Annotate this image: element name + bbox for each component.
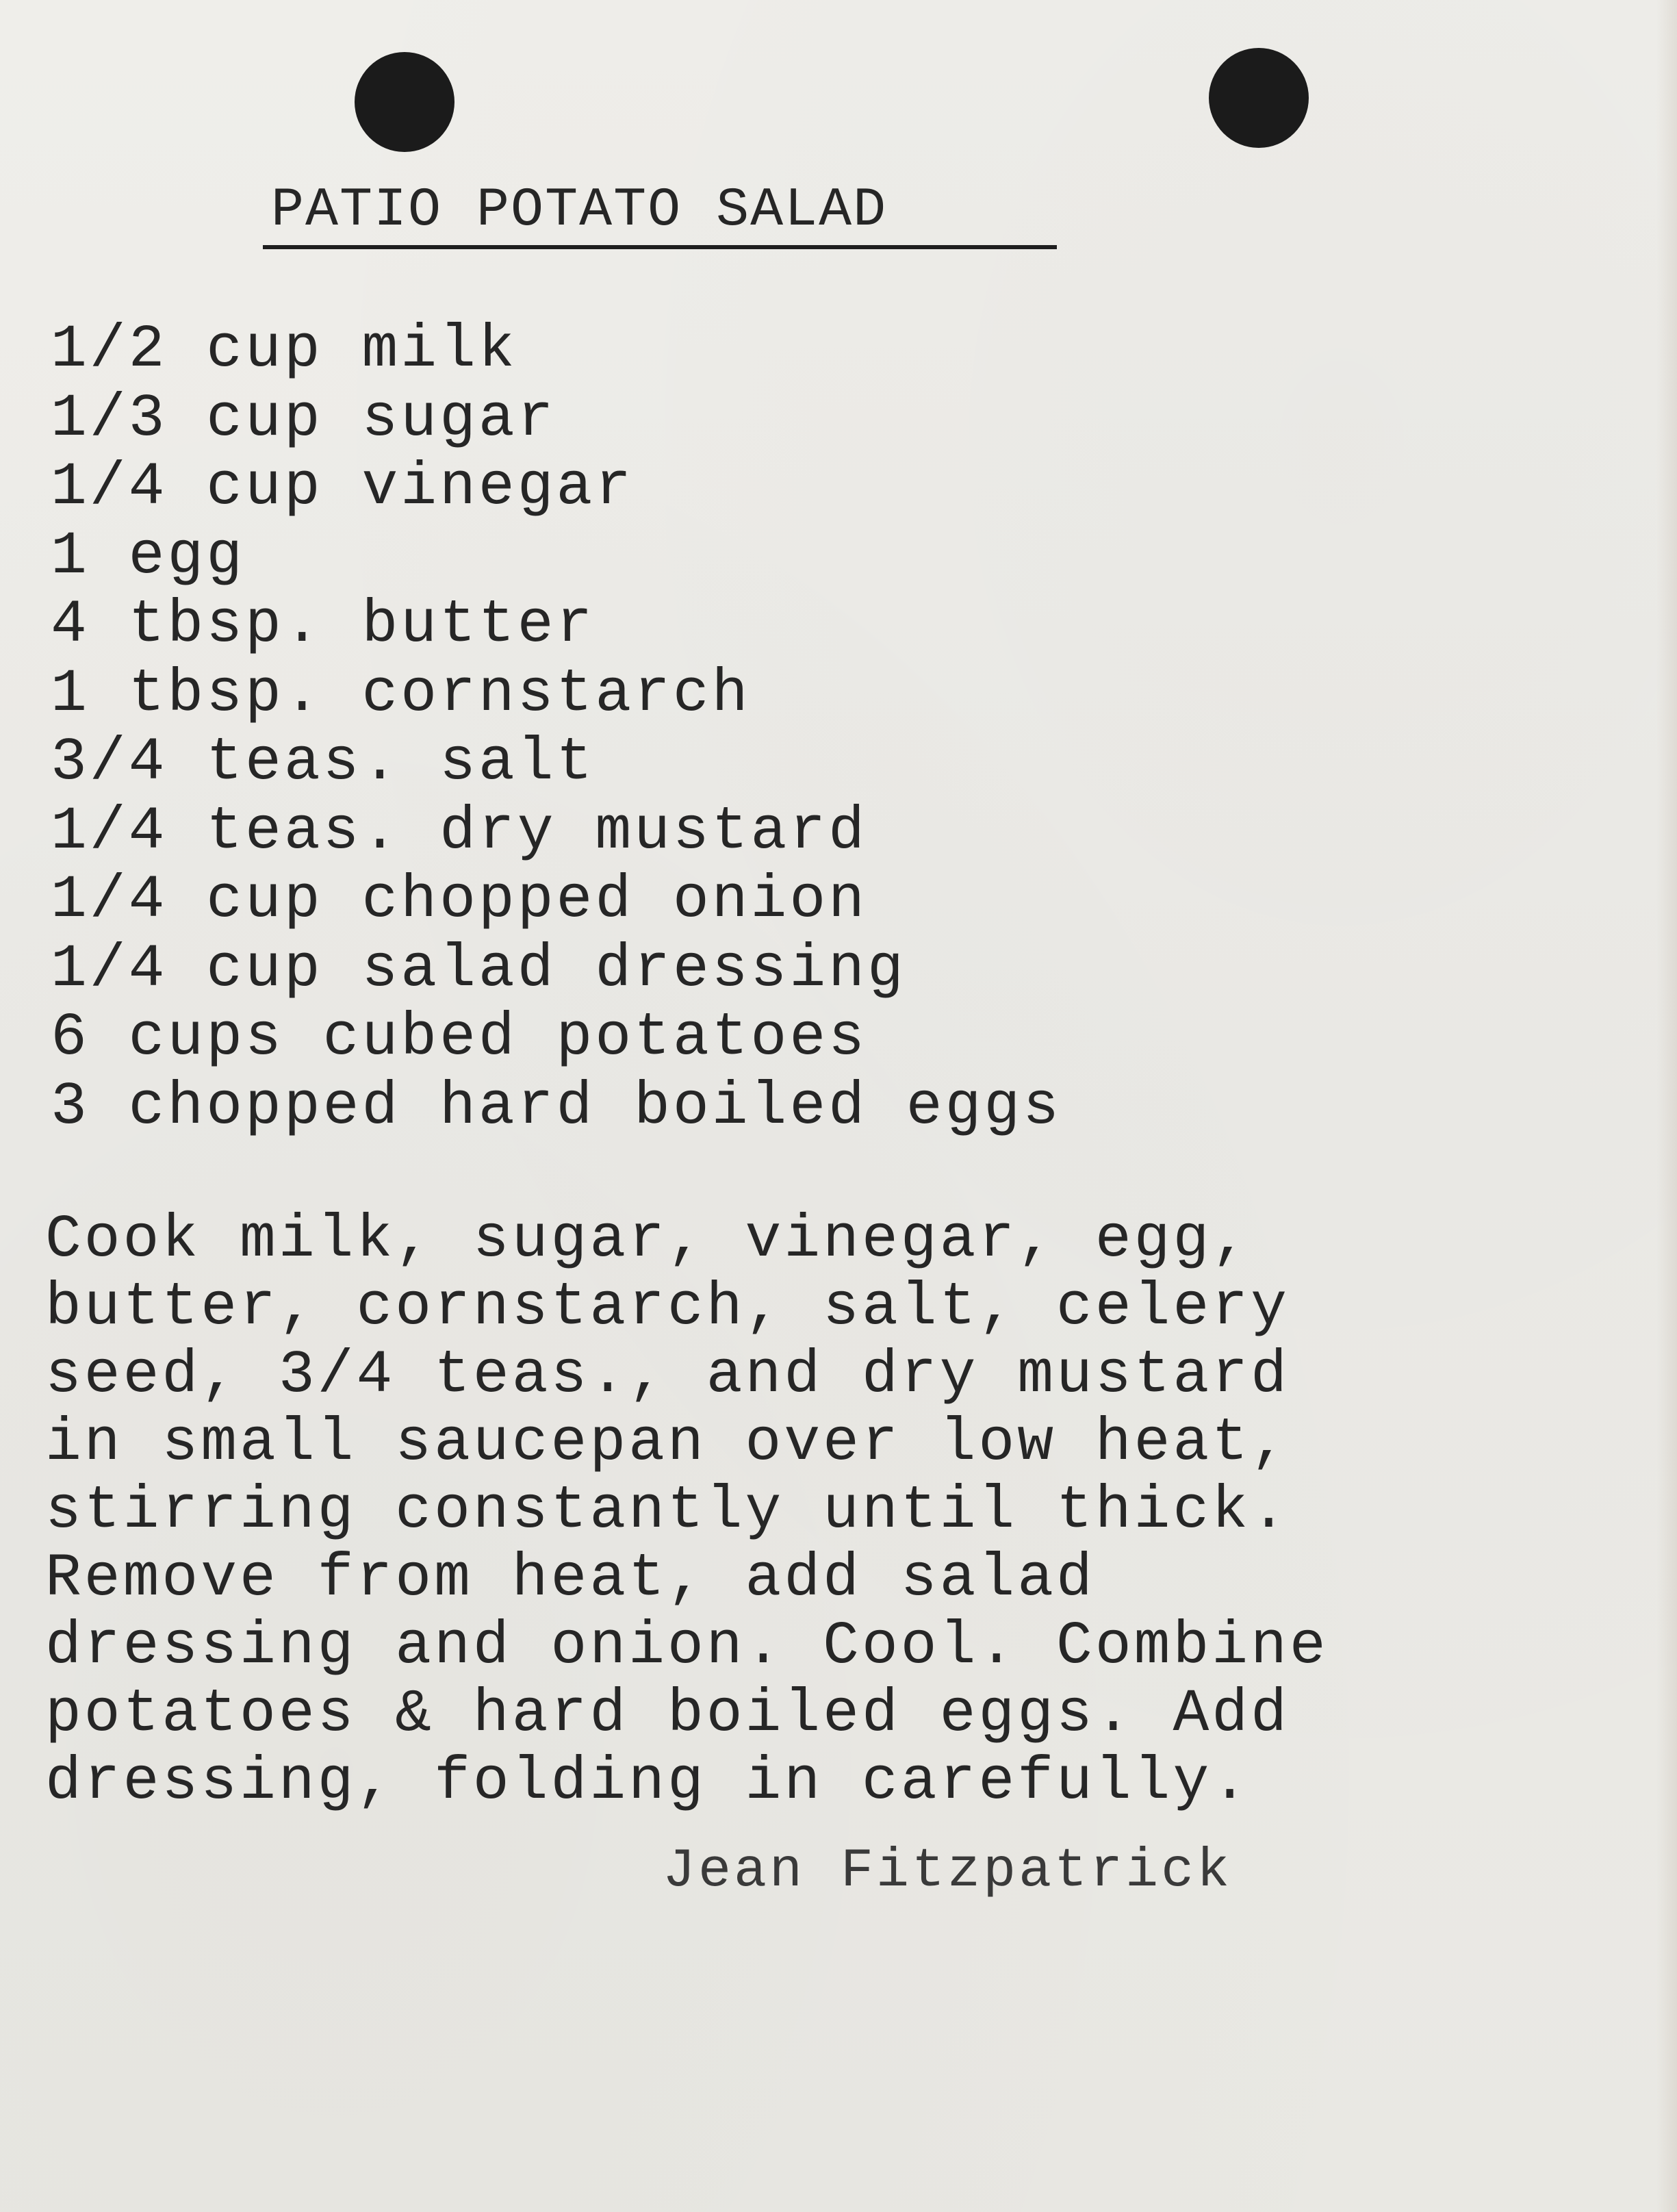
ingredient-item: 1/4 cup chopped onion bbox=[51, 867, 867, 935]
ingredient-item: 1/3 cup sugar bbox=[51, 385, 556, 453]
directions-line: potatoes & hard boiled eggs. Add bbox=[45, 1681, 1290, 1749]
ingredient-item: 3/4 teas. salt bbox=[51, 729, 596, 797]
punch-hole-left bbox=[355, 52, 455, 152]
ingredient-item: 1 egg bbox=[51, 522, 246, 591]
recipe-title: PATIO POTATO SALAD bbox=[263, 177, 1057, 249]
directions-line: dressing and onion. Cool. Combine bbox=[45, 1613, 1329, 1681]
ingredient-item: 1/4 cup vinegar bbox=[51, 454, 635, 522]
ingredient-item: 4 tbsp. butter bbox=[51, 592, 596, 659]
ingredient-list bbox=[51, 316, 1062, 1142]
directions-line: butter, cornstarch, salt, celery bbox=[45, 1274, 1290, 1342]
ingredient-item: 1/4 cup salad dressing bbox=[51, 935, 906, 1004]
directions-line: seed, 3/4 teas., and dry mustard bbox=[45, 1342, 1290, 1410]
ingredient-item: 1 tbsp. cornstarch bbox=[51, 660, 751, 728]
directions-paragraph bbox=[45, 1206, 1329, 1816]
directions-line: dressing, folding in carefully. bbox=[45, 1749, 1251, 1816]
ingredient-item: 3 chopped hard boiled eggs bbox=[51, 1073, 1062, 1141]
directions-line: Cook milk, sugar, vinegar, egg, bbox=[45, 1206, 1251, 1274]
directions-line: stirring constantly until thick. bbox=[45, 1477, 1290, 1545]
page-edge-shadow bbox=[1656, 0, 1677, 2212]
directions-line: in small saucepan over low heat, bbox=[45, 1410, 1290, 1477]
punch-hole-right bbox=[1209, 48, 1309, 148]
ingredient-item: 1/2 cup milk bbox=[51, 316, 517, 384]
author-signature: Jean Fitzpatrick bbox=[663, 1840, 1233, 1903]
directions-line: Remove from heat, add salad bbox=[45, 1545, 1095, 1613]
ingredient-item: 6 cups cubed potatoes bbox=[51, 1004, 867, 1072]
ingredient-item: 1/4 teas. dry mustard bbox=[51, 798, 867, 866]
